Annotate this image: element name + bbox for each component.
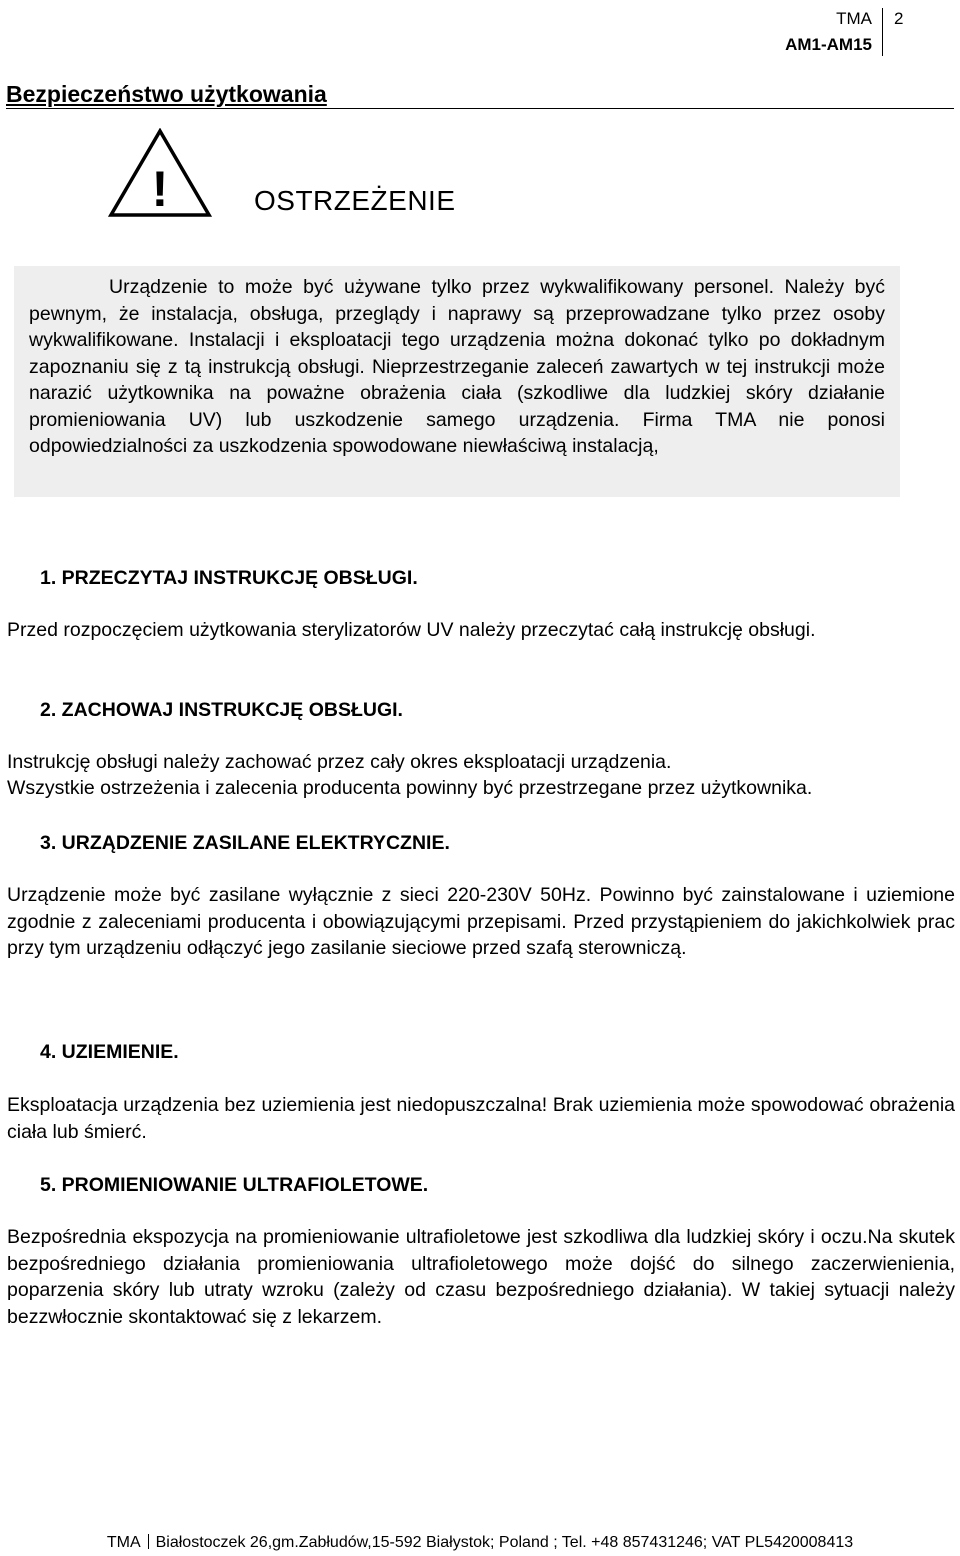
section-4-text: Eksploatacja urządzenia bez uziemienia jest niedopuszczalna! Brak uziemienia może spowodować obrażenia ciała lub śmierć. (7, 1094, 955, 1143)
section-5-heading: 5. PROMIENIOWANIE ULTRAFIOLETOWE. (40, 1174, 429, 1196)
page-header (770, 4, 950, 56)
warning-text-3: Firma TMA nie ponosi odpowiedzialności za uszkodzenia spowodowane niewłaściwą instalacją, (29, 408, 886, 457)
header-divider (882, 8, 883, 56)
header-company: TMA (836, 9, 872, 28)
warning-heading: OSTRZEŻENIE (254, 185, 456, 216)
section-2-heading: 2. ZACHOWAJ INSTRUKCJĘ OBSŁUGI. (40, 699, 403, 721)
warning-exclamation-icon: ! (151, 161, 169, 217)
page-title: Bezpieczeństwo użytkowania (6, 80, 954, 109)
section-1-heading: 1. PRZECZYTAJ INSTRUKCJĘ OBSŁUGI. (40, 567, 418, 589)
warning-text-1: Urządzenie to może być używane tylko przez wykwalifikowany personel. Należy być pewnym, że instalacja, obsługa, przeglądy i naprawy są przeprowadzane tylko przez osoby wykwalifikowane. Instalacji i eksploatacji tego urządzenia można dokonać tylko po dokładnym zapoznaniu się z tą instrukcją obsługi. (29, 276, 885, 378)
footer-divider (148, 1534, 149, 1549)
page-footer (0, 1533, 960, 1553)
section-4-heading: 4. UZIEMIENIE. (40, 1041, 179, 1063)
footer-company: TMA (106, 1534, 141, 1551)
warning-body (29, 274, 885, 460)
warning-text-2: Nieprzestrzeganie zaleceń zawartych w tej instrukcji może narazić użytkownika na poważne obrażenia ciała (szkodliwe dla ludzkiej skóry działanie promieniowania UV) lub uszkodzenie samego urządzenia. (29, 355, 885, 431)
footer-contact: Białostoczek 26,gm.Zabłudów,15-592 Białystok; Poland ; Tel. +48 857431246; VAT PL5420008413 (155, 1534, 854, 1551)
section-2-text-2: Wszystkie ostrzeżenia i zalecenia producenta powinny być przestrzegane przez użytkownika. (7, 777, 813, 799)
section-3-heading: 3. URZĄDZENIE ZASILANE ELEKTRYCZNIE. (40, 832, 450, 854)
warning-box (14, 266, 900, 497)
warning-triangle-icon (108, 128, 212, 218)
header-model: AM1-AM15 (785, 35, 872, 54)
page-number: 2 (894, 9, 904, 28)
section-5-text: Bezpośrednia ekspozycja na promieniowanie ultrafioletowe jest szkodliwa dla ludzkiej skóry i oczu.Na skutek bezpośredniego działania promieniowania ultrafioletowego może dojść do silnego zaczerwienienia, poparzenia skóry lub utraty wzroku (zależy od czasu bezpośredniego działania). W takiej sytuacji należy bezzwłocznie skontaktować się z lekarzem. (7, 1226, 955, 1328)
section-3-text: Urządzenie może być zasilane wyłącznie z sieci 220-230V 50Hz. Powinno być zainstalowane i uziemione zgodnie z zaleceniami producenta i obowiązującymi przepisami. Przed przystąpieniem do jakichkolwiek prac przy tym urządzeniu odłączyć jego zasilanie sieciowe przed szafą sterowniczą. (7, 884, 955, 959)
section-2-text: Instrukcję obsługi należy zachować przez cały okres eksploatacji urządzenia. (7, 751, 672, 773)
section-1-text: Przed rozpoczęciem użytkowania sterylizatorów UV należy przeczytać całą instrukcję obsługi. (7, 619, 816, 641)
